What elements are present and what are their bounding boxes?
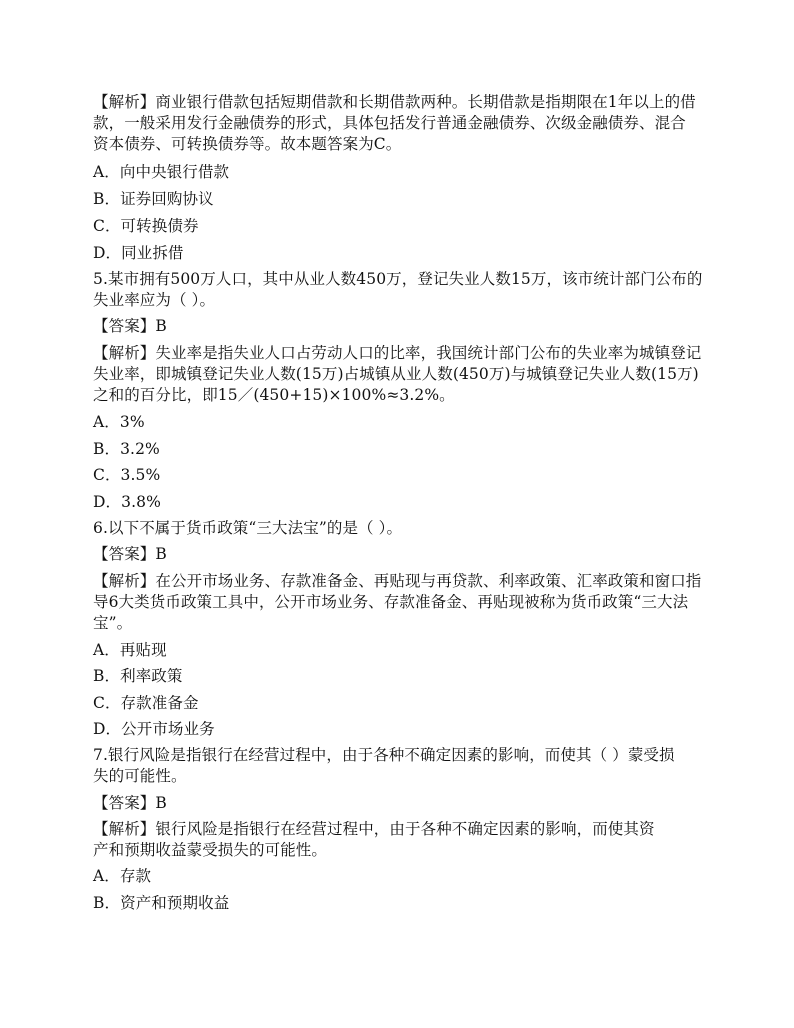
text-line: 产和预期收益蒙受损失的可能性。 <box>93 841 328 859</box>
text-line: 之和的百分比，即15／(450+15)×100%≈3.2%。 <box>93 386 455 404</box>
text-line: 5.某市拥有500万人口，其中从业人数450万，登记失业人数15万，该市统计部门公布的 <box>93 270 703 288</box>
text-line: 【答案】B <box>93 545 167 563</box>
text-line: A．存款 <box>93 867 152 885</box>
text-line: 导6大类货币政策工具中，公开市场业务、存款准备金、再贴现被称为货币政策“三大法 <box>93 593 689 611</box>
text-line: B．3.2% <box>93 440 160 458</box>
text-line: D．同业拆借 <box>93 244 184 262</box>
text-line: B．利率政策 <box>93 667 183 685</box>
text-line: 资本债券、可转换债券等。故本题答案为C。 <box>93 135 402 153</box>
text-line: 【解析】商业银行借款包括短期借款和长期借款两种。长期借款是指期限在1年以上的借 <box>93 93 696 111</box>
text-line: 【答案】B <box>93 317 167 335</box>
text-line: B．资产和预期收益 <box>93 894 230 912</box>
text-line: 宝”。 <box>93 614 133 632</box>
text-line: B．证券回购协议 <box>93 190 214 208</box>
text-line: 【解析】失业率是指失业人口占劳动人口的比率，我国统计部门公布的失业率为城镇登记 <box>93 344 702 362</box>
text-line: A．再贴现 <box>93 641 167 659</box>
text-line: 款，一般采用发行金融债券的形式，具体包括发行普通金融债券、次级金融债券、混合 <box>93 114 686 132</box>
text-line: C．可转换债券 <box>93 217 199 235</box>
text-line: 失业率应为（ ）。 <box>93 291 216 309</box>
text-line: 【解析】银行风险是指银行在经营过程中，由于各种不确定因素的影响，而使其资 <box>93 820 655 838</box>
text-line: 7.银行风险是指银行在经营过程中，由于各种不确定因素的影响，而使其（ ）蒙受损 <box>93 746 675 764</box>
text-line: C．3.5% <box>93 466 161 484</box>
text-line: 6.以下不属于货币政策“三大法宝”的是（ ）。 <box>93 519 403 537</box>
text-line: C．存款准备金 <box>93 694 199 712</box>
text-line: A．3% <box>93 413 145 431</box>
text-line: D．3.8% <box>93 493 161 511</box>
text-line: 失的可能性。 <box>93 767 187 785</box>
text-line: 【答案】B <box>93 794 167 812</box>
text-line: 【解析】在公开市场业务、存款准备金、再贴现与再贷款、利率政策、汇率政策和窗口指 <box>93 572 702 590</box>
text-line: 失业率，即城镇登记失业人数(15万)占城镇从业人数(450万)与城镇登记失业人数(15万) <box>93 365 699 383</box>
text-line: A．向中央银行借款 <box>93 163 230 181</box>
text-line: D．公开市场业务 <box>93 720 215 738</box>
